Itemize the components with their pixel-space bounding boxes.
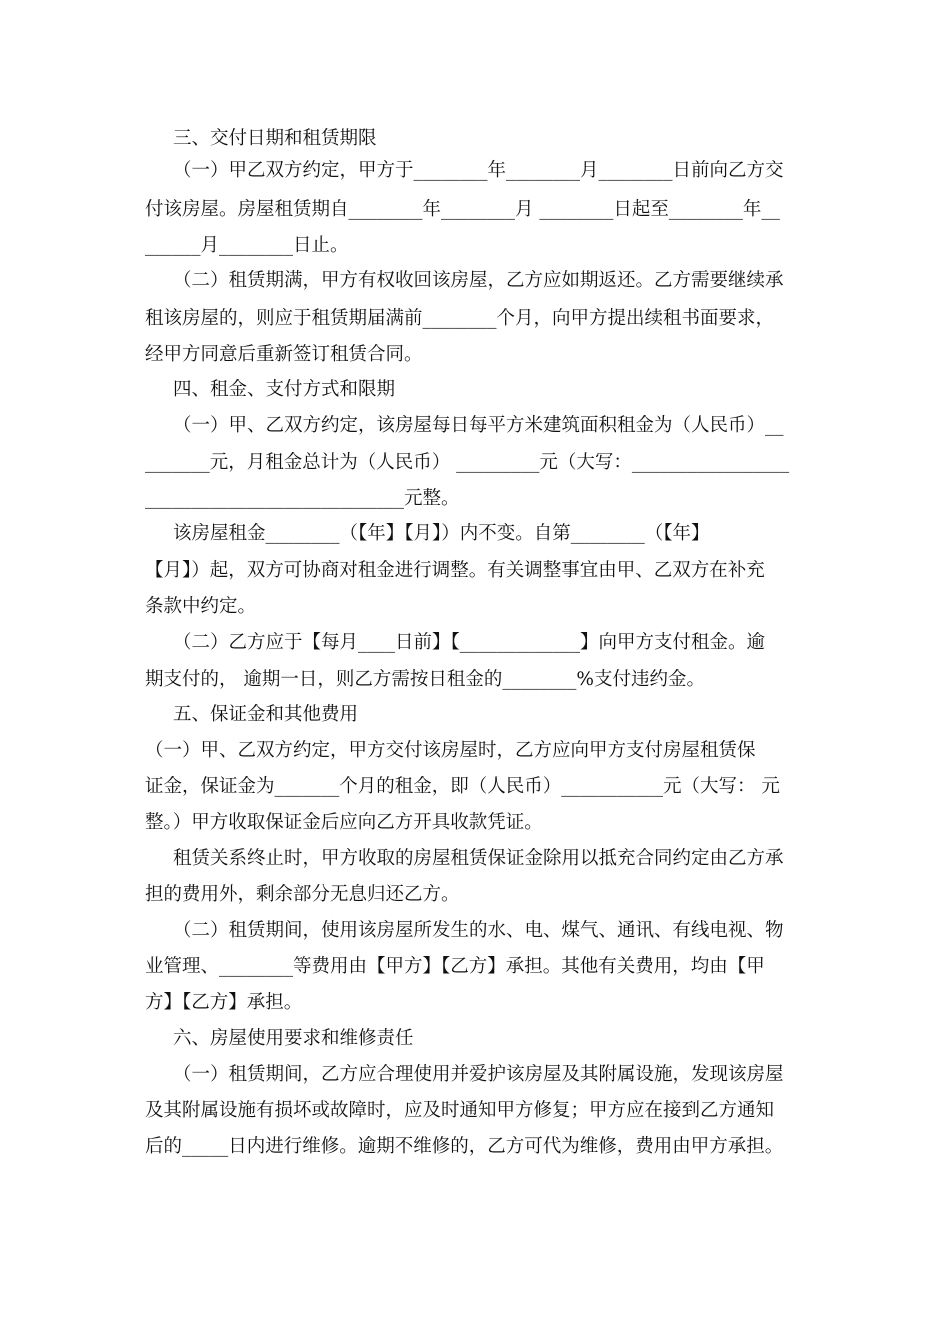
paragraph-line: （二）租赁期满，甲方有权收回该房屋，乙方应如期返还。乙方需要继续承 bbox=[173, 270, 784, 291]
paragraph-line: （一）甲乙双方约定，甲方于________年________月________日前向乙方交 bbox=[173, 160, 784, 181]
paragraph-line: （一）甲、乙双方约定，该房屋每日每平方米建筑面积租金为（人民币）__ bbox=[173, 415, 784, 436]
section-heading-4: 四、租金、支付方式和限期 bbox=[173, 379, 396, 400]
paragraph-line: ____________________________元整。 bbox=[145, 488, 460, 509]
paragraph-line: 租该房屋的，则应于租赁期届满前________个月，向甲方提出续租书面要求， bbox=[145, 308, 775, 329]
paragraph-line: 证金，保证金为_______个月的租金，即（人民币）___________元（大写： 元 bbox=[145, 776, 780, 797]
section-heading-5: 五、保证金和其他费用 bbox=[173, 704, 359, 725]
paragraph-line: （二）乙方应于【每月____日前】【_____________】向甲方支付租金。逾 bbox=[173, 632, 766, 653]
paragraph-line: 方】【乙方】承担。 bbox=[145, 992, 303, 1013]
paragraph-line: 业管理、________等费用由【甲方】【乙方】承担。其他有关费用，均由【甲 bbox=[145, 956, 765, 977]
section-heading-3: 三、交付日期和租赁期限 bbox=[173, 128, 377, 149]
paragraph-line: 后的_____日内进行维修。逾期不维修的，乙方可代为维修，费用由甲方承担。 bbox=[145, 1136, 784, 1157]
paragraph-line: 【月】）起，双方可协商对租金进行调整。有关调整事宜由甲、乙双方在补充 bbox=[145, 560, 765, 581]
paragraph-line: 期支付的， 逾期一日，则乙方需按日租金的________%支付违约金。 bbox=[145, 669, 705, 690]
paragraph-line: （二）租赁期间，使用该房屋所发生的水、电、煤气、通讯、有线电视、物 bbox=[173, 920, 784, 941]
paragraph-line: 及其附属设施有损坏或故障时，应及时通知甲方修复；甲方应在接到乙方通知 bbox=[145, 1100, 775, 1121]
paragraph-line: 条款中约定。 bbox=[145, 596, 257, 617]
paragraph-line: （一）甲、乙双方约定，甲方交付该房屋时，乙方应向甲方支付房屋租赁保 bbox=[145, 740, 756, 761]
paragraph-line: 担的费用外，剩余部分无息归还乙方。 bbox=[145, 884, 460, 905]
paragraph-line: 整。）甲方收取保证金后应向乙方开具收款凭证。 bbox=[145, 812, 543, 833]
paragraph-line: 付该房屋。房屋租赁期自________年________月 ________日起至________年__ bbox=[145, 199, 780, 220]
paragraph-line: 经甲方同意后重新签订租赁合同。 bbox=[145, 344, 423, 365]
paragraph-line: ______月________日止。 bbox=[145, 235, 349, 256]
section-heading-6: 六、房屋使用要求和维修责任 bbox=[173, 1028, 414, 1049]
paragraph-line: 该房屋租金________（【年】【月】）内不变。自第________（【年】 bbox=[173, 523, 710, 544]
paragraph-line: 租赁关系终止时，甲方收取的房屋租赁保证金除用以抵充合同约定由乙方承 bbox=[173, 848, 784, 869]
paragraph-line: _______元，月租金总计为（人民币） _________元（大写：_________________ bbox=[145, 452, 790, 473]
paragraph-line: （一）租赁期间，乙方应合理使用并爱护该房屋及其附属设施，发现该房屋 bbox=[173, 1064, 784, 1085]
